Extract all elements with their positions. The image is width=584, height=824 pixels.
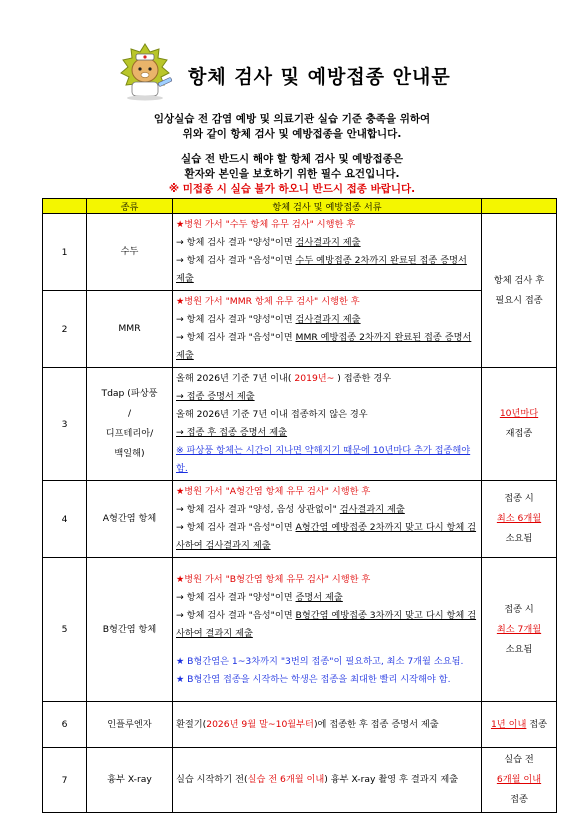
doc-highlight: 2026년 9월 말~10월부터 (206, 718, 314, 730)
doc-text-underlined: A형간염 예방접종 2차까지 맞고 다시 항체 검사하여 검사결과지 제출 (176, 522, 477, 551)
note-cell (482, 702, 557, 748)
note-highlight: 1년 이내 (490, 718, 527, 730)
doc-text: → 항체 검사 결과 "음성"이면 (176, 522, 296, 533)
vaccine-type: MMR (87, 291, 173, 368)
row-number: 4 (43, 481, 87, 558)
doc-text: ) 접종한 경우 (337, 373, 392, 384)
doc-note: ★ B형간염 접종을 시작하는 학생은 접종을 최대한 빨리 시작해야 함. (176, 673, 451, 685)
row-number: 3 (43, 368, 87, 481)
vaccine-type: A형간염 항체 (87, 481, 173, 558)
doc-highlight: 실습 전 6개월 이내 (247, 774, 325, 785)
note-cell (482, 368, 557, 481)
note-cell (482, 748, 557, 813)
note-cell (482, 481, 557, 558)
note-cell (482, 558, 557, 702)
doc-text: 올해 2026년 기준 7년 이내 접종하지 않은 경우 (176, 409, 368, 420)
doc-text: → 항체 검사 결과 "양성"이면 (176, 591, 296, 603)
table-row (43, 368, 557, 481)
table-row (43, 748, 557, 813)
header-note (482, 199, 557, 214)
vaccine-type-line: 디프테리아/ (105, 428, 154, 439)
header-type: 종류 (87, 199, 173, 214)
table-row (43, 291, 557, 368)
vaccine-type: 흉부 X-ray (87, 748, 173, 813)
header-docs: 항체 검사 및 예방접종 서류 (173, 199, 482, 214)
warning-text: ※ 미접종 시 실습 불가 하오니 반드시 접종 바랍니다. (168, 183, 416, 195)
vaccination-table (42, 198, 557, 813)
vaccine-type-line: Tdap (파상풍 (101, 388, 158, 399)
page-title: 항체 검사 및 예방접종 안내문 (188, 66, 451, 88)
required-documents (173, 368, 482, 481)
mascot-logo-icon (112, 40, 178, 102)
note-text: 실습 전 (504, 754, 534, 765)
notice-line: 환자와 본인을 보호하기 위한 필수 요건입니다. (184, 168, 400, 180)
doc-text: → 항체 검사 결과 "양성, 음성 상관없이" (176, 504, 340, 515)
vaccine-type-line: 백일해) (114, 448, 145, 459)
required-documents (173, 702, 482, 748)
doc-text-underlined: 수두 예방접종 2차까지 완료된 접종 증명서 제출 (176, 255, 467, 284)
doc-instruction: ★병원 가서 "MMR 항체 유무 검사" 시행한 후 (176, 296, 360, 307)
intro-text (0, 112, 584, 142)
note-highlight: 10년마다 (499, 408, 539, 419)
doc-text-underlined: 검사결과지 제출 (339, 504, 405, 515)
doc-instruction: ★병원 가서 "수두 항체 유무 검사" 시행한 후 (176, 219, 356, 230)
note-text: 소요됨 (505, 533, 533, 544)
note-highlight: 최소 6개월 (496, 513, 542, 524)
required-documents (173, 748, 482, 813)
note-text: 재접종 (505, 428, 533, 439)
doc-text: 올해 2026년 기준 7년 이내( (176, 373, 292, 384)
doc-text: 환절기( (176, 718, 207, 730)
vaccine-type (87, 368, 173, 481)
doc-text-underlined: → 접종 증명서 제출 (176, 391, 255, 402)
doc-note: ※ 파상풍 항체는 시간이 지나면 약해지기 때문에 10년마다 추가 접종해야 함. (176, 445, 471, 474)
row-number: 6 (43, 702, 87, 748)
vaccine-type: 인플루엔자 (87, 702, 173, 748)
note-text: 항체 검사 후 (493, 274, 545, 286)
notice-text (0, 152, 584, 197)
note-text: 접종 시 (504, 603, 534, 615)
table-row (43, 702, 557, 748)
note-highlight: 6개월 이내 (496, 774, 542, 785)
intro-line: 위와 같이 항체 검사 및 예방접종을 안내합니다. (182, 128, 402, 140)
doc-text-underlined: B형간염 예방접종 3차까지 맞고 다시 항체 검사하여 결과지 제출 (176, 609, 477, 639)
table-row (43, 558, 557, 702)
doc-instruction: ★병원 가서 "A형간염 항체 유무 검사" 시행한 후 (176, 486, 371, 497)
row-number: 7 (43, 748, 87, 813)
doc-text: )에 접종한 후 접종 증명서 제출 (313, 718, 439, 730)
doc-text: → 항체 검사 결과 "음성"이면 (176, 255, 296, 266)
intro-line: 임상실습 전 감염 예방 및 의료기관 실습 기준 충족을 위하여 (153, 113, 431, 125)
note-cell (482, 214, 557, 368)
row-number: 5 (43, 558, 87, 702)
required-documents (173, 481, 482, 558)
note-text: 소요됨 (505, 643, 533, 655)
doc-text: ) 흉부 X-ray 촬영 후 결과지 제출 (324, 774, 459, 785)
row-number: 2 (43, 291, 87, 368)
doc-text: → 항체 검사 결과 "양성"이면 (176, 314, 296, 325)
doc-text-underlined: 검사결과지 제출 (295, 314, 361, 325)
row-number: 1 (43, 214, 87, 291)
vaccine-type: B형간염 항체 (87, 558, 173, 702)
note-text: 필요시 접종 (495, 294, 543, 306)
doc-text-underlined: 증명서 제출 (295, 591, 343, 603)
note-text: 접종 시 (504, 493, 534, 504)
note-text: 접종 (510, 794, 528, 805)
note-text: 접종 (526, 718, 548, 730)
required-documents (173, 558, 482, 702)
table-row (43, 214, 557, 291)
table-row (43, 481, 557, 558)
doc-instruction: ★병원 가서 "B형간염 항체 유무 검사" 시행한 후 (176, 573, 371, 585)
doc-text: → 항체 검사 결과 "음성"이면 (176, 609, 296, 621)
doc-text-underlined: MMR 예방접종 2차까지 완료된 접종 증명서 제출 (176, 332, 472, 361)
required-documents (173, 214, 482, 291)
doc-highlight: 2019년~ (291, 373, 338, 384)
table-header-row (43, 199, 557, 214)
vaccine-type: 수두 (87, 214, 173, 291)
header-no (43, 199, 87, 214)
doc-text: → 항체 검사 결과 "양성"이면 (176, 237, 296, 248)
doc-text-underlined: 검사결과지 제출 (295, 237, 361, 248)
doc-text-underlined: → 접종 후 접종 증명서 제출 (176, 427, 288, 438)
vaccine-type-line: / (127, 408, 132, 419)
required-documents (173, 291, 482, 368)
notice-line: 실습 전 반드시 해야 할 항체 검사 및 예방접종은 (181, 153, 403, 165)
doc-note: ★ B형간염은 1~3차까지 "3번의 접종"이 필요하고, 최소 7개월 소요됨. (176, 655, 464, 667)
doc-text: → 항체 검사 결과 "음성"이면 (176, 332, 296, 343)
note-highlight: 최소 7개월 (496, 623, 542, 635)
doc-text: 실습 시작하기 전( (176, 774, 248, 785)
